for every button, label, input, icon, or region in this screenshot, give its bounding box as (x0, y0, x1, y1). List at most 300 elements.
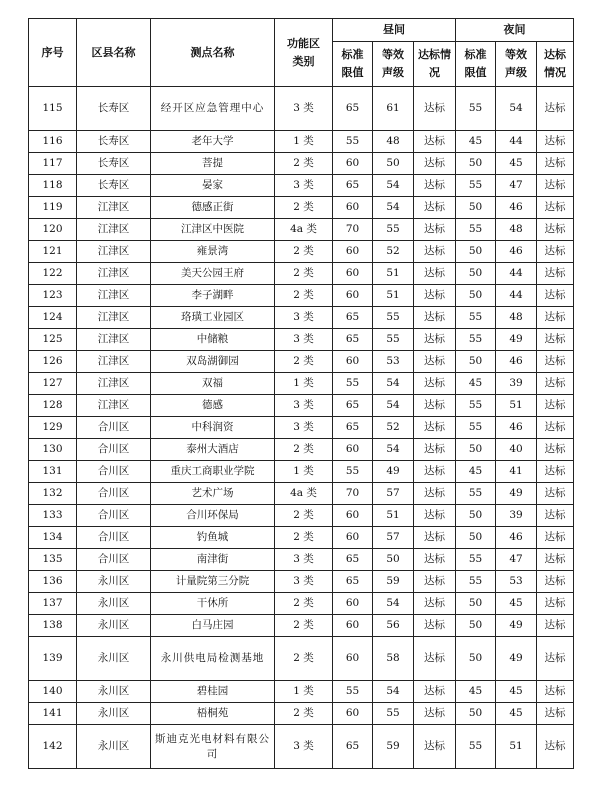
cell-day-std-limit: 60 (333, 703, 373, 725)
cell-day-std-limit: 60 (333, 351, 373, 373)
cell-site: 钓鱼城 (151, 527, 275, 549)
header-seq: 序号 (29, 19, 77, 87)
table-row (29, 571, 574, 593)
table-row (29, 131, 574, 153)
table-row (29, 681, 574, 703)
header-func-class: 功能区类别 (275, 19, 333, 87)
cell-night-eq-level: 51 (496, 725, 537, 769)
cell-night-eq-level: 47 (496, 175, 537, 197)
cell-night-status: 达标 (537, 527, 574, 549)
noise-monitoring-table (28, 18, 574, 769)
cell-district: 江津区 (77, 373, 151, 395)
cell-day-std-limit: 65 (333, 329, 373, 351)
cell-night-status: 达标 (537, 549, 574, 571)
cell-night-std-limit: 55 (456, 219, 496, 241)
table-row (29, 153, 574, 175)
cell-day-status: 达标 (414, 439, 456, 461)
table-row (29, 87, 574, 131)
cell-night-eq-level: 46 (496, 527, 537, 549)
table-row (29, 439, 574, 461)
cell-func-class: 3 类 (275, 417, 333, 439)
cell-day-std-limit: 60 (333, 615, 373, 637)
cell-night-status: 达标 (537, 681, 574, 703)
cell-seq: 124 (29, 307, 77, 329)
cell-day-eq-level: 54 (373, 197, 414, 219)
cell-site: 斯迪克光电材料有限公司 (151, 725, 275, 769)
cell-seq: 116 (29, 131, 77, 153)
cell-district: 长寿区 (77, 153, 151, 175)
cell-func-class: 4a 类 (275, 483, 333, 505)
cell-func-class: 2 类 (275, 615, 333, 637)
table-row (29, 637, 574, 681)
cell-site: 晏家 (151, 175, 275, 197)
header-night-eq-level: 等效声级 (496, 42, 537, 87)
cell-night-status: 达标 (537, 197, 574, 219)
header-night-std-limit: 标准限值 (456, 42, 496, 87)
cell-seq: 126 (29, 351, 77, 373)
cell-night-eq-level: 41 (496, 461, 537, 483)
cell-day-std-limit: 60 (333, 153, 373, 175)
cell-seq: 134 (29, 527, 77, 549)
cell-night-std-limit: 55 (456, 483, 496, 505)
cell-site: 双岛湖御园 (151, 351, 275, 373)
cell-func-class: 3 类 (275, 725, 333, 769)
cell-seq: 121 (29, 241, 77, 263)
cell-seq: 136 (29, 571, 77, 593)
cell-day-eq-level: 52 (373, 241, 414, 263)
cell-seq: 131 (29, 461, 77, 483)
cell-day-eq-level: 54 (373, 593, 414, 615)
cell-night-status: 达标 (537, 593, 574, 615)
cell-night-std-limit: 50 (456, 153, 496, 175)
cell-day-status: 达标 (414, 329, 456, 351)
cell-site: 德感正街 (151, 197, 275, 219)
cell-night-eq-level: 48 (496, 307, 537, 329)
table-row (29, 549, 574, 571)
cell-seq: 122 (29, 263, 77, 285)
cell-func-class: 2 类 (275, 263, 333, 285)
cell-seq: 128 (29, 395, 77, 417)
cell-seq: 133 (29, 505, 77, 527)
cell-district: 长寿区 (77, 87, 151, 131)
cell-func-class: 2 类 (275, 703, 333, 725)
cell-site: 中储粮 (151, 329, 275, 351)
cell-day-status: 达标 (414, 527, 456, 549)
cell-district: 合川区 (77, 527, 151, 549)
cell-night-eq-level: 39 (496, 373, 537, 395)
cell-day-std-limit: 60 (333, 285, 373, 307)
cell-func-class: 2 类 (275, 505, 333, 527)
cell-func-class: 2 类 (275, 197, 333, 219)
cell-night-eq-level: 39 (496, 505, 537, 527)
cell-night-status: 达标 (537, 395, 574, 417)
header-night: 夜间 (456, 19, 574, 42)
cell-district: 永川区 (77, 725, 151, 769)
cell-day-eq-level: 58 (373, 637, 414, 681)
cell-district: 合川区 (77, 461, 151, 483)
cell-site: 白马庄园 (151, 615, 275, 637)
cell-day-std-limit: 60 (333, 241, 373, 263)
cell-day-std-limit: 65 (333, 87, 373, 131)
cell-night-status: 达标 (537, 153, 574, 175)
cell-day-status: 达标 (414, 131, 456, 153)
cell-site: 合川环保局 (151, 505, 275, 527)
cell-night-std-limit: 45 (456, 681, 496, 703)
cell-func-class: 3 类 (275, 307, 333, 329)
cell-day-eq-level: 57 (373, 483, 414, 505)
cell-night-eq-level: 46 (496, 417, 537, 439)
cell-site: 中科润资 (151, 417, 275, 439)
cell-night-status: 达标 (537, 461, 574, 483)
cell-night-status: 达标 (537, 131, 574, 153)
cell-seq: 117 (29, 153, 77, 175)
table-row (29, 373, 574, 395)
cell-night-status: 达标 (537, 703, 574, 725)
cell-day-status: 达标 (414, 241, 456, 263)
cell-seq: 129 (29, 417, 77, 439)
header-district: 区县名称 (77, 19, 151, 87)
cell-night-status: 达标 (537, 263, 574, 285)
table-row (29, 593, 574, 615)
cell-day-status: 达标 (414, 373, 456, 395)
cell-district: 江津区 (77, 241, 151, 263)
cell-night-eq-level: 49 (496, 615, 537, 637)
cell-site: 雍景湾 (151, 241, 275, 263)
table-row (29, 307, 574, 329)
cell-day-eq-level: 54 (373, 681, 414, 703)
cell-seq: 132 (29, 483, 77, 505)
cell-seq: 119 (29, 197, 77, 219)
cell-seq: 139 (29, 637, 77, 681)
table-row (29, 417, 574, 439)
cell-district: 江津区 (77, 395, 151, 417)
cell-day-status: 达标 (414, 351, 456, 373)
cell-night-status: 达标 (537, 615, 574, 637)
cell-day-status: 达标 (414, 395, 456, 417)
cell-night-status: 达标 (537, 637, 574, 681)
table-row (29, 241, 574, 263)
cell-day-std-limit: 60 (333, 527, 373, 549)
cell-day-eq-level: 59 (373, 571, 414, 593)
cell-site: 南津街 (151, 549, 275, 571)
cell-day-eq-level: 50 (373, 153, 414, 175)
cell-site: 德感 (151, 395, 275, 417)
cell-district: 江津区 (77, 351, 151, 373)
table-row (29, 351, 574, 373)
cell-district: 合川区 (77, 417, 151, 439)
cell-seq: 127 (29, 373, 77, 395)
cell-night-eq-level: 40 (496, 439, 537, 461)
cell-night-std-limit: 45 (456, 461, 496, 483)
cell-seq: 138 (29, 615, 77, 637)
cell-district: 江津区 (77, 197, 151, 219)
header-day: 昼间 (333, 19, 456, 42)
cell-site: 艺术广场 (151, 483, 275, 505)
cell-func-class: 1 类 (275, 131, 333, 153)
cell-func-class: 3 类 (275, 87, 333, 131)
table-row (29, 461, 574, 483)
cell-day-std-limit: 65 (333, 417, 373, 439)
table-row (29, 527, 574, 549)
cell-night-std-limit: 55 (456, 329, 496, 351)
cell-night-eq-level: 45 (496, 593, 537, 615)
table-body (29, 87, 574, 769)
cell-day-status: 达标 (414, 637, 456, 681)
cell-func-class: 1 类 (275, 373, 333, 395)
cell-night-status: 达标 (537, 175, 574, 197)
cell-night-status: 达标 (537, 373, 574, 395)
cell-day-std-limit: 65 (333, 307, 373, 329)
cell-func-class: 1 类 (275, 681, 333, 703)
cell-night-std-limit: 55 (456, 307, 496, 329)
cell-day-status: 达标 (414, 505, 456, 527)
cell-seq: 135 (29, 549, 77, 571)
header-night-status: 达标情况 (537, 42, 574, 87)
header-day-eq-level: 等效声级 (373, 42, 414, 87)
cell-night-eq-level: 46 (496, 351, 537, 373)
cell-night-eq-level: 44 (496, 285, 537, 307)
table-row (29, 725, 574, 769)
cell-night-status: 达标 (537, 329, 574, 351)
cell-day-status: 达标 (414, 615, 456, 637)
cell-func-class: 2 类 (275, 241, 333, 263)
cell-night-eq-level: 44 (496, 131, 537, 153)
cell-night-status: 达标 (537, 219, 574, 241)
cell-day-status: 达标 (414, 681, 456, 703)
cell-day-eq-level: 55 (373, 329, 414, 351)
cell-day-std-limit: 65 (333, 549, 373, 571)
cell-func-class: 1 类 (275, 461, 333, 483)
table-row (29, 263, 574, 285)
cell-day-status: 达标 (414, 417, 456, 439)
cell-night-eq-level: 54 (496, 87, 537, 131)
cell-day-std-limit: 55 (333, 681, 373, 703)
cell-district: 江津区 (77, 219, 151, 241)
cell-day-eq-level: 53 (373, 351, 414, 373)
cell-night-eq-level: 46 (496, 197, 537, 219)
cell-night-eq-level: 53 (496, 571, 537, 593)
cell-day-eq-level: 54 (373, 175, 414, 197)
cell-night-eq-level: 44 (496, 263, 537, 285)
cell-site: 重庆工商职业学院 (151, 461, 275, 483)
cell-night-std-limit: 50 (456, 439, 496, 461)
cell-day-eq-level: 61 (373, 87, 414, 131)
cell-seq: 120 (29, 219, 77, 241)
cell-night-eq-level: 51 (496, 395, 537, 417)
cell-site: 美天公园王府 (151, 263, 275, 285)
cell-day-std-limit: 55 (333, 131, 373, 153)
cell-seq: 123 (29, 285, 77, 307)
cell-day-eq-level: 52 (373, 417, 414, 439)
table-row (29, 219, 574, 241)
cell-day-status: 达标 (414, 549, 456, 571)
cell-site: 李子湖畔 (151, 285, 275, 307)
cell-night-status: 达标 (537, 241, 574, 263)
cell-night-eq-level: 45 (496, 681, 537, 703)
cell-night-std-limit: 55 (456, 175, 496, 197)
cell-day-eq-level: 49 (373, 461, 414, 483)
cell-day-std-limit: 55 (333, 373, 373, 395)
cell-night-eq-level: 48 (496, 219, 537, 241)
cell-district: 合川区 (77, 505, 151, 527)
cell-district: 永川区 (77, 681, 151, 703)
cell-night-std-limit: 45 (456, 131, 496, 153)
cell-night-std-limit: 50 (456, 285, 496, 307)
cell-night-std-limit: 50 (456, 593, 496, 615)
cell-night-std-limit: 50 (456, 241, 496, 263)
cell-day-std-limit: 65 (333, 725, 373, 769)
cell-day-eq-level: 57 (373, 527, 414, 549)
cell-night-std-limit: 50 (456, 703, 496, 725)
cell-night-std-limit: 50 (456, 263, 496, 285)
cell-night-std-limit: 50 (456, 637, 496, 681)
cell-seq: 130 (29, 439, 77, 461)
table-row (29, 285, 574, 307)
cell-district: 永川区 (77, 703, 151, 725)
cell-day-eq-level: 51 (373, 285, 414, 307)
cell-func-class: 2 类 (275, 439, 333, 461)
cell-day-status: 达标 (414, 725, 456, 769)
cell-day-status: 达标 (414, 571, 456, 593)
cell-func-class: 3 类 (275, 395, 333, 417)
cell-seq: 141 (29, 703, 77, 725)
cell-func-class: 3 类 (275, 175, 333, 197)
cell-night-std-limit: 45 (456, 373, 496, 395)
cell-seq: 115 (29, 87, 77, 131)
cell-day-status: 达标 (414, 197, 456, 219)
cell-day-std-limit: 65 (333, 175, 373, 197)
cell-day-eq-level: 50 (373, 549, 414, 571)
cell-district: 长寿区 (77, 175, 151, 197)
cell-district: 永川区 (77, 615, 151, 637)
cell-func-class: 3 类 (275, 571, 333, 593)
cell-seq: 118 (29, 175, 77, 197)
cell-day-std-limit: 65 (333, 395, 373, 417)
cell-night-std-limit: 50 (456, 505, 496, 527)
header-day-status: 达标情况 (414, 42, 456, 87)
cell-day-status: 达标 (414, 593, 456, 615)
cell-day-status: 达标 (414, 703, 456, 725)
cell-func-class: 2 类 (275, 637, 333, 681)
cell-night-eq-level: 46 (496, 241, 537, 263)
cell-district: 永川区 (77, 571, 151, 593)
cell-site: 干休所 (151, 593, 275, 615)
cell-day-std-limit: 55 (333, 461, 373, 483)
cell-site: 经开区应急管理中心 (151, 87, 275, 131)
table-row (29, 615, 574, 637)
cell-site: 永川供电局检测基地 (151, 637, 275, 681)
cell-day-eq-level: 59 (373, 725, 414, 769)
cell-day-status: 达标 (414, 87, 456, 131)
cell-district: 江津区 (77, 285, 151, 307)
cell-night-status: 达标 (537, 417, 574, 439)
cell-day-eq-level: 48 (373, 131, 414, 153)
cell-night-eq-level: 49 (496, 329, 537, 351)
cell-day-eq-level: 55 (373, 703, 414, 725)
cell-site: 泰州大酒店 (151, 439, 275, 461)
table-row (29, 175, 574, 197)
cell-day-eq-level: 51 (373, 263, 414, 285)
cell-site: 双福 (151, 373, 275, 395)
cell-day-std-limit: 65 (333, 571, 373, 593)
cell-day-std-limit: 60 (333, 505, 373, 527)
cell-night-status: 达标 (537, 571, 574, 593)
cell-func-class: 3 类 (275, 549, 333, 571)
header-day-std-limit: 标准限值 (333, 42, 373, 87)
cell-day-std-limit: 60 (333, 197, 373, 219)
cell-night-std-limit: 50 (456, 351, 496, 373)
cell-day-std-limit: 60 (333, 263, 373, 285)
cell-night-status: 达标 (537, 483, 574, 505)
cell-site: 江津区中医院 (151, 219, 275, 241)
cell-func-class: 2 类 (275, 351, 333, 373)
cell-night-status: 达标 (537, 439, 574, 461)
cell-func-class: 2 类 (275, 285, 333, 307)
cell-day-status: 达标 (414, 285, 456, 307)
cell-night-std-limit: 55 (456, 87, 496, 131)
cell-night-std-limit: 55 (456, 549, 496, 571)
cell-night-status: 达标 (537, 725, 574, 769)
cell-night-status: 达标 (537, 285, 574, 307)
table-row (29, 483, 574, 505)
table-row (29, 197, 574, 219)
cell-seq: 142 (29, 725, 77, 769)
cell-night-std-limit: 55 (456, 571, 496, 593)
cell-day-status: 达标 (414, 307, 456, 329)
cell-func-class: 2 类 (275, 593, 333, 615)
cell-seq: 137 (29, 593, 77, 615)
cell-night-status: 达标 (537, 307, 574, 329)
cell-night-eq-level: 49 (496, 483, 537, 505)
table-row (29, 329, 574, 351)
cell-day-eq-level: 51 (373, 505, 414, 527)
cell-site: 菩提 (151, 153, 275, 175)
cell-day-status: 达标 (414, 263, 456, 285)
header-site: 测点名称 (151, 19, 275, 87)
cell-day-status: 达标 (414, 175, 456, 197)
cell-night-std-limit: 50 (456, 527, 496, 549)
cell-night-std-limit: 55 (456, 395, 496, 417)
cell-func-class: 2 类 (275, 153, 333, 175)
cell-night-status: 达标 (537, 505, 574, 527)
cell-day-std-limit: 70 (333, 483, 373, 505)
cell-day-eq-level: 54 (373, 395, 414, 417)
cell-night-std-limit: 50 (456, 197, 496, 219)
cell-night-std-limit: 55 (456, 725, 496, 769)
cell-district: 长寿区 (77, 131, 151, 153)
cell-district: 江津区 (77, 329, 151, 351)
cell-site: 珞璜工业园区 (151, 307, 275, 329)
cell-day-eq-level: 56 (373, 615, 414, 637)
cell-night-status: 达标 (537, 87, 574, 131)
cell-day-std-limit: 70 (333, 219, 373, 241)
cell-site: 老年大学 (151, 131, 275, 153)
cell-district: 江津区 (77, 263, 151, 285)
cell-day-status: 达标 (414, 483, 456, 505)
cell-night-std-limit: 55 (456, 417, 496, 439)
table-row (29, 703, 574, 725)
cell-day-eq-level: 54 (373, 439, 414, 461)
cell-day-std-limit: 60 (333, 439, 373, 461)
cell-day-eq-level: 55 (373, 307, 414, 329)
cell-func-class: 4a 类 (275, 219, 333, 241)
cell-night-eq-level: 45 (496, 153, 537, 175)
cell-site: 碧桂园 (151, 681, 275, 703)
cell-func-class: 2 类 (275, 527, 333, 549)
cell-night-eq-level: 45 (496, 703, 537, 725)
cell-day-std-limit: 60 (333, 637, 373, 681)
cell-day-eq-level: 54 (373, 373, 414, 395)
